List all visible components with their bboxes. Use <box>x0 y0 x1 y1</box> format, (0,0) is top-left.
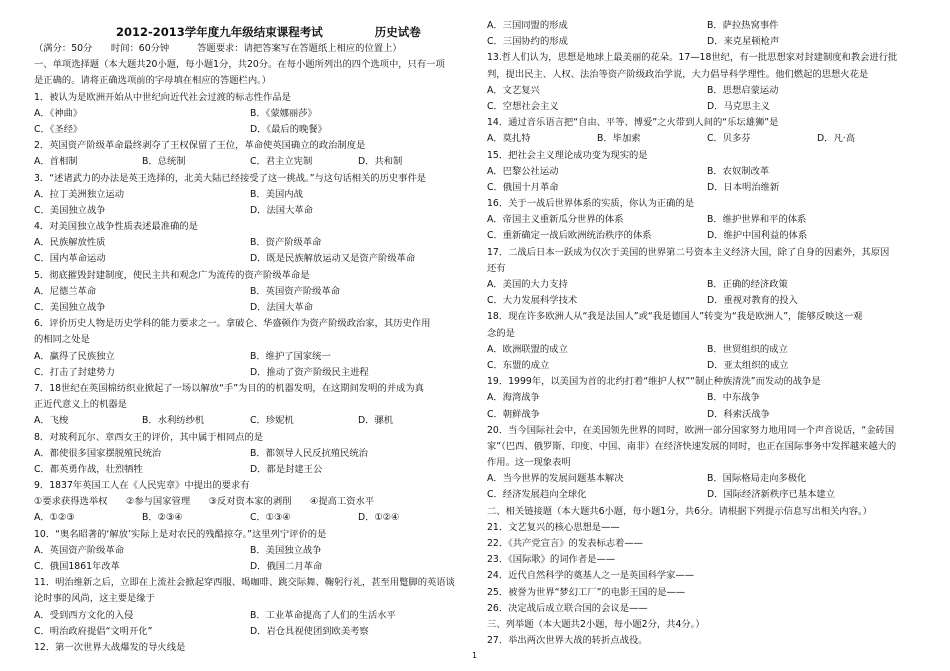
right-column <box>487 18 927 649</box>
option-a: A．民族解放性质 <box>34 237 106 249</box>
option-a: A．莫扎特 <box>487 133 531 145</box>
option-b: D．法国大革命 <box>250 204 313 216</box>
option-a: C．俄国1861年改革 <box>34 561 120 572</box>
option-d: D．①②④ <box>358 512 400 524</box>
page-number: 1 <box>472 651 478 660</box>
question-line: 6．评价历史人物是历史学科的能力要求之一。拿破仑、华盛顿作为资产阶级政治家，其历史作用 <box>34 318 431 330</box>
option-a: A．首相制 <box>34 156 78 168</box>
question-line: 二、相关链接题（本大题共6小题，每小题1分，共6分。请根据下列提示信息写出相关内容。） <box>487 505 872 517</box>
option-b: D．俄国二月革命 <box>250 561 323 572</box>
question-line: 12．第一次世界大战爆发的导火线是 <box>34 641 186 653</box>
question-line: 家”（巴西、俄罗斯、印度、中国、南非）在经济快速发展的同时，也正在国际事务中发挥越来越大的 <box>487 440 897 452</box>
option-b: B．萨拉热窝事件 <box>707 20 779 31</box>
question-line: 23．《国际歌》的词作者是—— <box>487 554 616 566</box>
option-b: D．国际经济新秩序已基本建立 <box>707 489 836 501</box>
question-line: 1．被认为是欧洲开始从中世纪向近代社会过渡的标志性作品是 <box>34 91 291 103</box>
option-row <box>34 608 466 624</box>
option-a: A．拉丁美洲独立运动 <box>34 188 125 200</box>
option-row <box>487 407 927 423</box>
option-b: B．维护了国家统一 <box>250 350 331 362</box>
option-b: D．重视对教育的投入 <box>707 295 798 307</box>
option-row <box>34 543 466 559</box>
left-column <box>34 24 466 656</box>
option-b: B．世贸组织的成立 <box>707 343 788 355</box>
option-a: A．①②③ <box>34 512 75 524</box>
option-row <box>34 106 466 122</box>
option-a: A．英国资产阶级革命 <box>34 544 125 556</box>
option-a: C．俄国十月革命 <box>487 181 559 193</box>
option-d: D．凡·高 <box>817 133 856 145</box>
option-b: B．总统制 <box>142 156 186 168</box>
question-line: ①要求获得选举权 ②参与国家管理 ③反对资本家的剥削 ④提高工资水平 <box>34 496 375 508</box>
question-line: 18．现在许多欧洲人从“我是法国人”或“我是德国人”转变为“我是欧洲人”，能够反映这一观 <box>487 311 863 323</box>
option-b: B．国际格局走向多极化 <box>707 473 807 485</box>
option-a: A．美国的大力支持 <box>487 279 568 290</box>
option-row <box>487 471 927 487</box>
exam-subject: 历史试卷 <box>374 25 421 39</box>
option-d: D．共和制 <box>358 156 403 168</box>
option-a: C．明治政府提倡“文明开化” <box>34 625 153 637</box>
option-b: D．都是封建王公 <box>250 463 323 475</box>
option-row <box>34 624 466 640</box>
option-row <box>487 277 927 293</box>
question-line: 还有 <box>487 262 506 274</box>
option-a: C．空想社会主义 <box>487 100 559 112</box>
option-row <box>34 446 466 462</box>
option-row <box>487 228 927 244</box>
option-b: D．亚太组织的成立 <box>707 359 789 371</box>
option-a: A．文艺复兴 <box>487 84 540 96</box>
option-b: D．日本明治维新 <box>707 181 780 193</box>
option-row <box>487 358 927 374</box>
option-row <box>487 180 927 196</box>
option-b: D．岩仓具视使团到欧美考察 <box>250 625 369 637</box>
option-b: B．维护世界和平的体系 <box>707 214 807 226</box>
option-row <box>34 154 466 170</box>
option-row <box>487 390 927 406</box>
option-b: B．毕加索 <box>597 133 641 145</box>
option-row <box>487 212 927 228</box>
option-row <box>487 34 927 50</box>
option-b: D．《最后的晚餐》 <box>250 123 327 135</box>
option-b: D．来克星顿枪声 <box>707 36 780 48</box>
option-a: C．大力发展科学技术 <box>487 295 578 307</box>
option-row <box>487 83 927 99</box>
option-a: A．三国同盟的形成 <box>487 20 568 31</box>
option-a: A．尼德兰革命 <box>34 285 97 297</box>
question-line: 9．1837年英国工人在《人民宪章》中提出的要求有 <box>34 480 250 492</box>
option-a: C．东盟的成立 <box>487 359 550 371</box>
option-a: C．都英勇作战，壮烈牺牲 <box>34 463 143 475</box>
option-row <box>34 300 466 316</box>
option-b: B．工业革命提高了人们的生活水平 <box>250 609 396 621</box>
section1-heading-cont: 是正确的。请将正确选项前的字母填在相应的答题栏内。） <box>34 75 272 87</box>
option-b: D．法国大革命 <box>250 302 313 313</box>
option-row <box>34 365 466 381</box>
option-row <box>34 203 466 219</box>
question-line: 11．明治维新之后，立即在上流社会掀起穿西服、喝咖啡、跳交际舞、鞠躬行礼，甚至用蹩脚的英语谈 <box>34 577 455 589</box>
option-row <box>487 293 927 309</box>
option-row <box>34 122 466 138</box>
exam-title <box>34 24 466 41</box>
option-a: C．美国独立战争 <box>34 204 106 216</box>
option-b: B．农奴制改革 <box>707 165 770 177</box>
option-a: A．《神曲》 <box>34 107 83 119</box>
question-line: 4．对美国独立战争性质表述最准确的是 <box>34 221 198 233</box>
question-line: 21．文艺复兴的核心思想是—— <box>487 521 620 533</box>
option-c: C．珍妮机 <box>250 415 294 427</box>
question-line: 正近代意义上的机器是 <box>34 399 127 411</box>
option-row <box>487 99 927 115</box>
option-row <box>34 559 466 575</box>
option-a: A．都使很多国家摆脱殖民统治 <box>34 447 162 459</box>
question-line: 16．关于一战后世界体系的实质，你认为正确的是 <box>487 198 695 210</box>
option-row <box>487 164 927 180</box>
option-b: B．水利纺纱机 <box>142 415 205 427</box>
question-line: 判，提出民主、人权、法治等资产阶级政治学说，大力倡导科学理性。他们燃起的思想火花是 <box>487 68 869 80</box>
question-line: 26．决定战后成立联合国的会议是—— <box>487 602 648 614</box>
option-a: A．海湾战争 <box>487 392 540 404</box>
option-c: C．①③④ <box>250 512 291 524</box>
question-line: 三、列举题（本大题共2小题，每小题2分，共4分。） <box>487 618 705 630</box>
option-c: C．君主立宪制 <box>250 156 313 168</box>
option-b: B．美国内战 <box>250 188 303 200</box>
option-b: B．英国资产阶级革命 <box>250 285 341 297</box>
question-line: 5．彻底摧毁封建制度，使民主共和观念广为流传的资产阶级革命是 <box>34 269 310 281</box>
question-line: 作用。这一现象表明 <box>487 457 571 469</box>
question-line: 13.哲人们认为，思想是地球上最美丽的花朵。17—18世纪，有一批思想家对封建制度和教会进行批 <box>487 52 898 64</box>
option-b: B．中东战争 <box>707 392 760 404</box>
option-b: D．既是民族解放运动又是资产阶级革命 <box>250 253 416 265</box>
option-a: C．打击了封建势力 <box>34 366 115 378</box>
question-line: 22．《共产党宣言》的发表标志着—— <box>487 538 643 549</box>
section1-heading: 一、单项选择题（本大题共20小题，每小题1分，共20分。在每小题所列出的四个选项中，只有一项 <box>34 59 445 71</box>
question-line: 的相同之处是 <box>34 334 90 346</box>
option-b: D．推动了资产阶级民主进程 <box>250 366 369 378</box>
option-a: C．国内革命运动 <box>34 253 106 265</box>
question-line: 3．“述诸武力的办法是英王选择的，北美大陆已经接受了这一挑战。”与这句话相关的历史事件是 <box>34 172 427 184</box>
question-line: 论时事的风尚，这主要是缘于 <box>34 593 155 605</box>
option-b: B．②③④ <box>142 512 183 524</box>
question-line: 24．近代自然科学的奠基人之一是英国科学家—— <box>487 570 695 582</box>
question-line: 20．当今国际社会中，在美国领先世界的同时，欧洲一部分国家努力地用同一个声音说话，“金砖国 <box>487 424 895 436</box>
option-b: B．美国独立战争 <box>250 544 322 556</box>
option-b: B．正确的经济政策 <box>707 279 788 290</box>
question-line: 17．二战后日本一跃成为仅次于美国的世界第二号资本主义经济大国，除了自身的因素外，其原因 <box>487 246 890 258</box>
option-b: D．科索沃战争 <box>707 408 770 420</box>
option-a: C．《圣经》 <box>34 123 83 135</box>
option-row <box>487 487 927 503</box>
exam-info: （满分：50分 时间：60分钟 答题要求：请把答案写在答题纸上相应的位置上） <box>34 43 402 54</box>
question-line: 10．“奥名昭著的‘解放’实际上是对农民的残酷掠夺。”这里列宁评价的是 <box>34 528 327 540</box>
option-a: C．三国协约的形成 <box>487 36 568 48</box>
option-d: D．骡机 <box>358 415 394 427</box>
option-a: A．赢得了民族独立 <box>34 350 115 362</box>
option-b: B．思想启蒙运动 <box>707 84 779 96</box>
question-line: 念的是 <box>487 327 515 339</box>
option-row <box>34 349 466 365</box>
option-row <box>34 462 466 478</box>
option-b: B．资产阶级革命 <box>250 237 322 249</box>
option-a: C．重新确定一战后欧洲统治秩序的体系 <box>487 230 652 242</box>
option-row <box>487 342 927 358</box>
question-line: 15．把社会主义理论成功变为现实的是 <box>487 149 648 161</box>
option-b: D．马克思主义 <box>707 100 770 112</box>
option-row <box>34 510 466 526</box>
option-b: B．《蒙娜丽莎》 <box>250 107 317 119</box>
exam-title-main: 2012-2013学年度九年级结束课程考试 <box>116 25 323 39</box>
option-row <box>34 284 466 300</box>
option-row <box>34 413 466 429</box>
question-line: 7．18世纪在英国棉纺织业掀起了一场以解放“手”为目的的机器发明，在这期间发明的并成为真 <box>34 382 424 394</box>
question-line: 25．被誉为世界“梦幻工厂”的电影王国的是—— <box>487 586 686 598</box>
option-a: C．朝鲜战争 <box>487 408 540 420</box>
option-row <box>34 251 466 267</box>
option-a: A．受到西方文化的入侵 <box>34 609 134 621</box>
question-line: 27．举出两次世界大战的转折点战役。 <box>487 635 648 647</box>
option-a: A．欧洲联盟的成立 <box>487 343 568 355</box>
question-line: 8．对玻利瓦尔、章西女王的评价，其中属于相同点的是 <box>34 431 264 443</box>
option-row <box>34 187 466 203</box>
option-b: B．都领导人民反抗殖民统治 <box>250 447 368 459</box>
question-line: 2．英国资产阶级革命最终剥夺了王权保留了王位，革命使英国确立的政治制度是 <box>34 140 366 152</box>
option-a: A．巴黎公社运动 <box>487 165 559 177</box>
option-a: A．飞梭 <box>34 415 69 427</box>
option-a: A．帝国主义重新瓜分世界的体系 <box>487 214 624 226</box>
option-row <box>34 235 466 251</box>
option-b: D．维护中国利益的体系 <box>707 230 808 242</box>
question-line: 14．通过音乐语言把“自由、平等、博爱”之火带到人间的“乐坛雄狮”是 <box>487 117 779 129</box>
option-a: A．当今世界的发展问题基本解决 <box>487 473 624 485</box>
option-c: C．贝多芬 <box>707 133 751 145</box>
question-line: 19．1999年，以美国为首的北约打着“维护人权”“制止种族清洗”而发动的战争是 <box>487 376 821 388</box>
option-a: C．美国独立战争 <box>34 302 106 313</box>
option-a: C．经济发展趋向全球化 <box>487 489 587 501</box>
option-row <box>487 131 927 147</box>
option-row <box>487 18 927 34</box>
